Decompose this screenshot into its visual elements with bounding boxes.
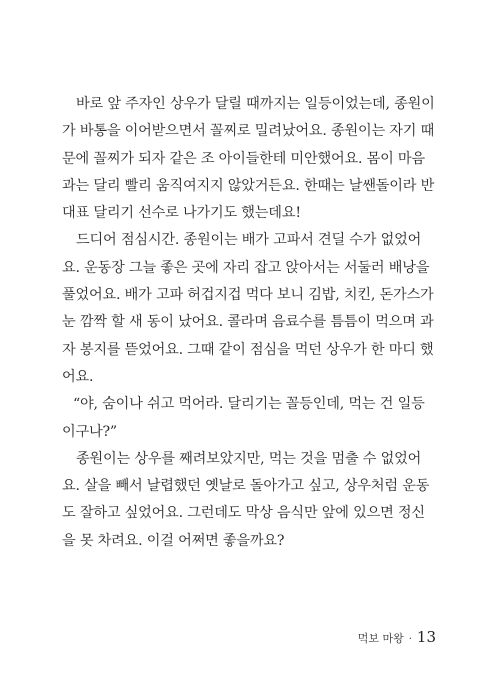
text-line: 을 못 차려요. 이걸 어쩌면 좋을까요?	[62, 532, 285, 549]
text-line: 요. 운동장 그늘 좋은 곳에 자리 잡고 앉아서는 서둘러 배낭을	[62, 259, 430, 276]
text-line: 눈 깜짝 할 새 동이 났어요. 콜라며 음료수를 틈틈이 먹으며 과	[62, 314, 434, 331]
text-line: 도 잘하고 싶었어요. 그런데도 막상 음식만 앞에 있으면 정신	[62, 505, 425, 522]
text-line: 드디어 점심시간. 종원이는 배가 고파서 견딜 수가 없었어	[76, 232, 422, 249]
page-number: 13	[416, 628, 436, 646]
text-line: 가 바통을 이어받으면서 꼴찌로 밀려났어요. 종원이는 자기 때	[62, 123, 435, 140]
text-line: 어요.	[62, 368, 94, 385]
text-line: “야, 숨이나 쉬고 먹어라. 달리기는 꼴등인데, 먹는 건 일등	[73, 396, 425, 413]
text-line: 이구나?”	[62, 423, 117, 440]
text-line: 문에 꼴찌가 되자 같은 조 아이들한테 미안했어요. 몸이 마음	[62, 150, 425, 167]
text-line: 자 봉지를 뜯었어요. 그때 같이 점심을 먹던 상우가 한 마디 했	[62, 341, 434, 358]
running-title: 먹보 마왕	[357, 632, 404, 645]
text-line: 과는 달리 빨리 움직여지지 않았거든요. 한때는 날쌘돌이라 반	[62, 177, 435, 194]
body-text	[62, 91, 438, 555]
page-footer	[358, 628, 436, 646]
text-line: 요. 살을 빼서 날렵했던 옛날로 돌아가고 싶고, 상우처럼 운동	[62, 478, 430, 495]
text-line: 대표 달리기 선수로 나가기도 했는데요!	[62, 205, 301, 222]
text-line: 바로 앞 주자인 상우가 달릴 때까지는 일등이었는데, 종원이	[76, 96, 435, 112]
text-line: 종원이는 상우를 째려보았지만, 먹는 것을 멈출 수 없었어	[76, 450, 422, 467]
text-line: 풀었어요. 배가 고파 허겁지겁 먹다 보니 김밥, 치킨, 돈가스가	[62, 287, 434, 304]
footer-separator: ·	[408, 634, 412, 645]
